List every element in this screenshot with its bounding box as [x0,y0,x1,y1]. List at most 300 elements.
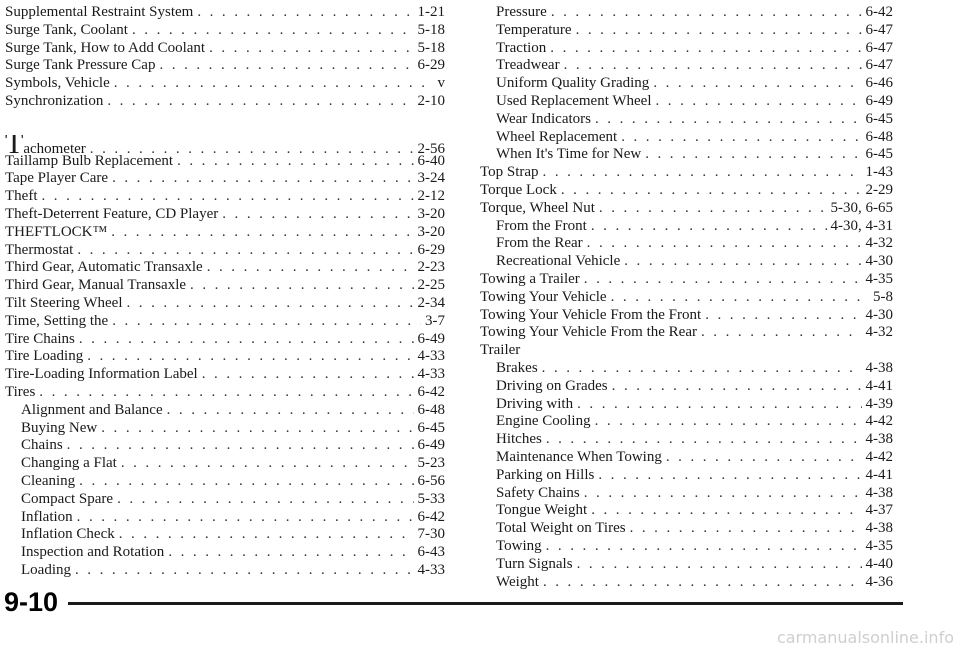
index-entry-page: 4-35 [865,270,893,287]
dot-leader [543,164,862,182]
index-entry-label: Chains [21,437,63,454]
index-entry-label: Wheel Replacement [496,128,618,145]
index-entry [5,420,445,438]
index-entry-page: 4-30 [865,253,893,270]
index-entry-page: 4-32 [865,324,893,341]
index-entry [5,295,445,313]
dot-leader [543,574,862,592]
index-entry [480,235,893,253]
index-entry [480,164,893,182]
dot-leader [561,182,862,200]
index-entry-page: 6-45 [865,110,893,127]
page-number: 9-10 [4,587,59,617]
index-entry [480,378,893,396]
index-entry [5,40,445,58]
dot-leader [621,129,861,147]
index-entry-text [5,22,128,40]
index-entry-page: 4-40 [865,555,893,572]
index-entry-label: Theft [5,188,38,205]
index-entry-text [21,562,71,580]
index-entry [480,4,893,22]
index-entry-text [496,396,573,414]
index-entry [5,509,445,527]
index-entry [5,526,445,544]
index-entry-page: 4-41 [865,466,893,483]
index-entry-page: 4-33 [417,561,445,578]
index-entry-label: Driving with [496,395,574,412]
index-entry [5,93,445,111]
index-entry [480,40,893,58]
index-entry [5,277,445,295]
index-entry-text [496,538,542,556]
index-entry-label: Tilt Steering Wheel [5,294,123,311]
index-entry-page: 4-38 [865,359,893,376]
index-entry-text [5,4,193,22]
dot-leader [132,22,414,40]
dot-leader [611,289,869,307]
index-entry-label: Tongue Weight [496,502,588,519]
dot-leader [542,360,862,378]
index-entry-page: 6-42 [417,508,445,525]
index-entry-page: 6-47 [865,39,893,56]
index-entry-text [5,295,123,313]
index-entry-text [496,253,620,271]
index-entry-text [480,200,595,218]
index-entry-text [496,556,573,574]
index-entry-text [21,420,97,438]
index-entry-page: 4-32 [865,235,893,252]
dot-leader [75,562,414,580]
index-entry [480,556,893,574]
dot-leader [705,307,861,325]
index-entry-page: 6-47 [865,21,893,38]
dot-leader [551,4,862,22]
index-entry [480,360,893,378]
dot-leader [576,22,862,40]
index-entry-label: Towing Your Vehicle From the Front [480,306,702,323]
index-entry-page: 5-18 [417,39,445,56]
index-entry-text [5,277,186,295]
index-entry-page: 3-24 [417,170,445,187]
index-entry-label: Total Weight on Tires [496,520,626,537]
index-entry-text [496,40,546,58]
index-entry-label: Safety Chains [496,484,580,501]
index-entry-label: Third Gear, Manual Transaxle [5,277,187,294]
dot-leader [202,366,414,384]
index-entry [480,467,893,485]
index-entry-text [496,93,652,111]
dot-leader [584,271,862,289]
index-entry-page: 7-30 [417,526,445,543]
index-entry-page: 4-39 [865,395,893,412]
index-entry-label: Supplemental Restraint System [5,4,194,20]
index-entry [480,146,893,164]
index-entry-text [496,449,662,467]
index-entry-text [5,348,83,366]
index-entry [5,437,445,455]
index-entry-text [5,75,110,93]
dot-leader [564,57,862,75]
index-entry-text [5,384,35,402]
index-entry-text [496,111,591,129]
dot-leader [127,295,414,313]
index-entry-text [5,135,86,153]
dot-leader [591,218,827,236]
index-entry [480,342,893,360]
index-entry [5,75,445,93]
index-entry-page: 4-38 [865,520,893,537]
index-entry-label: Used Replacement Wheel [496,92,652,109]
index-entry-page: 2-23 [417,259,445,276]
dot-leader [587,235,862,253]
index-entry [480,253,893,271]
dot-leader [121,455,414,473]
index-entry-text [5,153,173,171]
index-entry [5,170,445,188]
dot-leader [584,485,862,503]
index-entry-text [480,307,701,325]
index-entry [480,574,893,592]
index-entry [5,313,445,331]
dot-leader [624,253,861,271]
index-entry-label: Taillamp Bulb Replacement [5,152,174,169]
index-entry-label: Thermostat [5,241,74,258]
index-entry [480,57,893,75]
index-entry-label: Tire Chains [5,330,75,347]
index-entry-label: Inflation Check [21,526,115,543]
index-entry-page: 4-35 [865,537,893,554]
index-entry-text [496,502,587,520]
index-entry-page: 2-34 [417,294,445,311]
index-entry-page: 6-45 [417,419,445,436]
index-entry-label: Towing Your Vehicle From the Rear [480,324,697,341]
index-entry-page: 5-8 [873,288,893,305]
dot-leader [119,526,414,544]
index-entry-page: 6-49 [865,92,893,109]
index-entry-page: 5-18 [417,21,445,38]
index-entry-text [480,289,607,307]
index-entry-text [496,22,572,40]
index-entry-page: 5-23 [417,455,445,472]
index-entry-text [21,473,75,491]
dot-leader [630,520,862,538]
index-entry-text [496,218,587,236]
index-entry-text [5,259,203,277]
index-entry-label: Wear Indicators [496,110,591,127]
dot-leader [591,502,861,520]
dot-leader [114,75,434,93]
index-entry-page: 5-30, 6-65 [830,199,893,216]
index-entry-label: Traction [496,39,547,56]
index-entry-page: 4-38 [865,484,893,501]
index-entry-label: Recreational Vehicle [496,253,621,270]
index-entry-label: Tire-Loading Information Label [5,366,198,383]
dot-leader [107,93,413,111]
index-entry-label: Pressure [496,4,547,20]
index-entry [480,485,893,503]
index-entry-text [5,188,37,206]
index-entry-label: Tape Player Care [5,170,109,187]
index-entry-page: 4-42 [865,413,893,430]
dot-leader [197,4,413,22]
dot-leader [167,402,414,420]
index-entry-page: 4-30 [865,306,893,323]
dot-leader [222,206,413,224]
index-entry-page: 1-21 [417,4,445,20]
index-entry-text [496,75,649,93]
index-entry-label: Temperature [496,21,572,38]
index-entry-text [5,40,205,58]
index-entry [480,129,893,147]
section-letter: T [5,134,24,153]
dot-leader [595,111,862,129]
index-entry-label: Weight [496,573,539,590]
index-entry-label: Treadwear [496,57,560,74]
index-entry-label: Hitches [496,431,542,448]
dot-leader [79,473,413,491]
index-entry-page: 6-29 [417,241,445,258]
index-entry-label: Surge Tank, How to Add Coolant [5,39,206,56]
dot-leader [39,384,413,402]
index-entry-label: achometer [23,140,86,153]
dot-leader [599,200,827,218]
index-entry-text [5,57,155,75]
index-entry-label: Synchronization [5,92,104,109]
index-entry-label: Maintenance When Towing [496,448,662,465]
index-entry-page: 1-43 [865,164,893,181]
index-entry-label: Uniform Quality Grading [496,75,650,92]
index-entry-page: 6-40 [417,152,445,169]
index-entry-page: 4-42 [865,448,893,465]
dot-leader [656,93,862,111]
index-entry [5,473,445,491]
index-entry-text [21,437,63,455]
footer-rule [68,602,903,605]
index-entry-label: Driving on Grades [496,377,608,394]
index-entry-page: 6-48 [417,401,445,418]
index-entry [5,544,445,562]
index-entry-label: THEFTLOCK™ [5,223,108,240]
dot-leader [598,467,861,485]
dot-leader [546,538,862,556]
index-entry-text [21,526,115,544]
index-entry-text [496,146,641,164]
index-entry [480,271,893,289]
dot-leader [190,277,413,295]
index-entry [5,259,445,277]
dot-leader [90,141,414,153]
index-entry [480,396,893,414]
index-entry-page: 6-43 [417,544,445,561]
index-entry [5,384,445,402]
index-entry-text [5,366,198,384]
index-entry-label: Theft-Deterrent Feature, CD Player [5,205,219,222]
index-entry-text [480,182,557,200]
index-entry-label: Buying New [21,419,98,436]
index-entry [5,366,445,384]
index-entry-label: Compact Spare [21,490,114,507]
index-entry [5,57,445,75]
index-entry-page: 6-56 [417,472,445,489]
index-column-right [480,4,893,591]
dot-leader [595,413,862,431]
index-entry [480,431,893,449]
index-entry-text [5,93,103,111]
index-entry-label: Changing a Flat [21,455,117,472]
index-entry-text [480,164,539,182]
dot-leader [546,431,862,449]
index-entry-label: Third Gear, Automatic Transaxle [5,259,203,276]
index-entry [480,289,893,307]
index-entry-page: 4-33 [417,348,445,365]
index-entry-text [496,485,580,503]
index-entry-text [496,4,547,22]
dot-leader [112,313,421,331]
index-entry-label: Turn Signals [496,555,573,572]
dot-leader [159,57,413,75]
index-entry-text [496,520,626,538]
index-entry-label: Inflation [21,508,73,525]
index-entry [5,188,445,206]
index-entry-text [5,331,75,349]
index-entry [5,4,445,22]
index-entry [5,135,445,153]
index-entry-text [5,242,73,260]
index-entry-page: 2-10 [417,92,445,109]
index-entry-text [5,224,107,242]
index-entry-label: Surge Tank, Coolant [5,21,128,38]
index-entry-text [480,324,697,342]
dot-leader [209,40,413,58]
index-entry-page: 4-38 [865,431,893,448]
index-entry [5,348,445,366]
dot-leader [168,544,413,562]
index-entry-text [496,360,538,378]
index-entry-text [496,467,594,485]
index-entry-page: 4-41 [865,377,893,394]
index-entry [5,455,445,473]
index-entry-page: 2-29 [865,181,893,198]
index-entry-page: 4-36 [865,573,893,590]
index-entry [5,331,445,349]
dot-leader [79,331,414,349]
index-entry [480,413,893,431]
dot-leader [550,40,861,58]
dot-leader [653,75,861,93]
index-entry-text [496,235,583,253]
index-entry-label: Tires [5,383,36,400]
dot-leader [207,259,414,277]
dot-leader [612,378,862,396]
index-entry-label: When It's Time for New [496,146,642,163]
index-entry [480,200,893,218]
index-entry-text [496,129,617,147]
index-column-left [5,4,445,580]
index-entry-label: Loading [21,561,71,578]
index-entry [480,307,893,325]
index-entry-text [496,431,542,449]
index-entry-page: 3-20 [417,205,445,222]
dot-leader [577,396,861,414]
index-entry [5,22,445,40]
index-entry [480,218,893,236]
index-entry [480,75,893,93]
index-entry-text [21,455,117,473]
watermark: carmanualsonline.info [776,628,954,647]
index-entry-label: Torque, Wheel Nut [480,199,595,216]
dot-leader [117,491,413,509]
index-entry-page: 6-49 [417,330,445,347]
index-entry-text [5,313,108,331]
dot-leader [101,420,413,438]
index-entry-text [496,413,591,431]
index-entry [480,111,893,129]
index-entry [480,520,893,538]
index-entry-label: From the Front [496,217,587,234]
dot-leader [701,324,862,342]
index-entry-text [496,574,539,592]
index-entry-text [496,57,560,75]
index-entry [5,402,445,420]
index-entry [480,182,893,200]
index-entry-label: Top Strap [480,164,539,181]
index-entry-page: 2-56 [417,140,445,153]
index-entry-page: 5-33 [417,490,445,507]
index-entry-label: Parking on Hills [496,466,595,483]
index-entry-label: Brakes [496,359,538,376]
index-entry-page: 4-37 [865,502,893,519]
dot-leader [577,556,862,574]
dot-leader [77,242,413,260]
index-entry [5,206,445,224]
dot-leader [41,188,413,206]
index-entry-text [21,491,113,509]
index-entry-page: 6-47 [865,57,893,74]
index-entry [480,538,893,556]
index-entry-page: 6-49 [417,437,445,454]
index-entry [480,324,893,342]
index-entry-page: 2-12 [417,188,445,205]
index-entry-text [5,206,218,224]
index-entry [5,224,445,242]
index-entry-text [21,544,164,562]
index-entry-label: Engine Cooling [496,413,591,430]
index-entry-page: 6-42 [865,4,893,20]
index-entry [480,449,893,467]
index-entry-label: Time, Setting the [5,312,109,329]
index-entry-text [21,509,73,527]
index-entry-page: 6-46 [865,75,893,92]
index-entry-text [480,271,580,289]
index-entry-text [496,378,608,396]
dot-leader [666,449,862,467]
index-entry-page: 3-7 [425,312,445,329]
index-entry-text [5,170,108,188]
index-entry-label: From the Rear [496,235,583,252]
index-entry-label: Cleaning [21,472,76,489]
dot-leader [77,509,414,527]
index-entry-label: Towing a Trailer [480,270,580,287]
index-entry [480,502,893,520]
index-entry [5,562,445,580]
index-entry [5,491,445,509]
index-entry-page: 3-20 [417,223,445,240]
index-entry-label: Torque Lock [480,181,557,198]
index-entry-text [480,342,520,360]
dot-leader [177,153,413,171]
index-entry-page: v [437,75,445,92]
index-entry [480,93,893,111]
